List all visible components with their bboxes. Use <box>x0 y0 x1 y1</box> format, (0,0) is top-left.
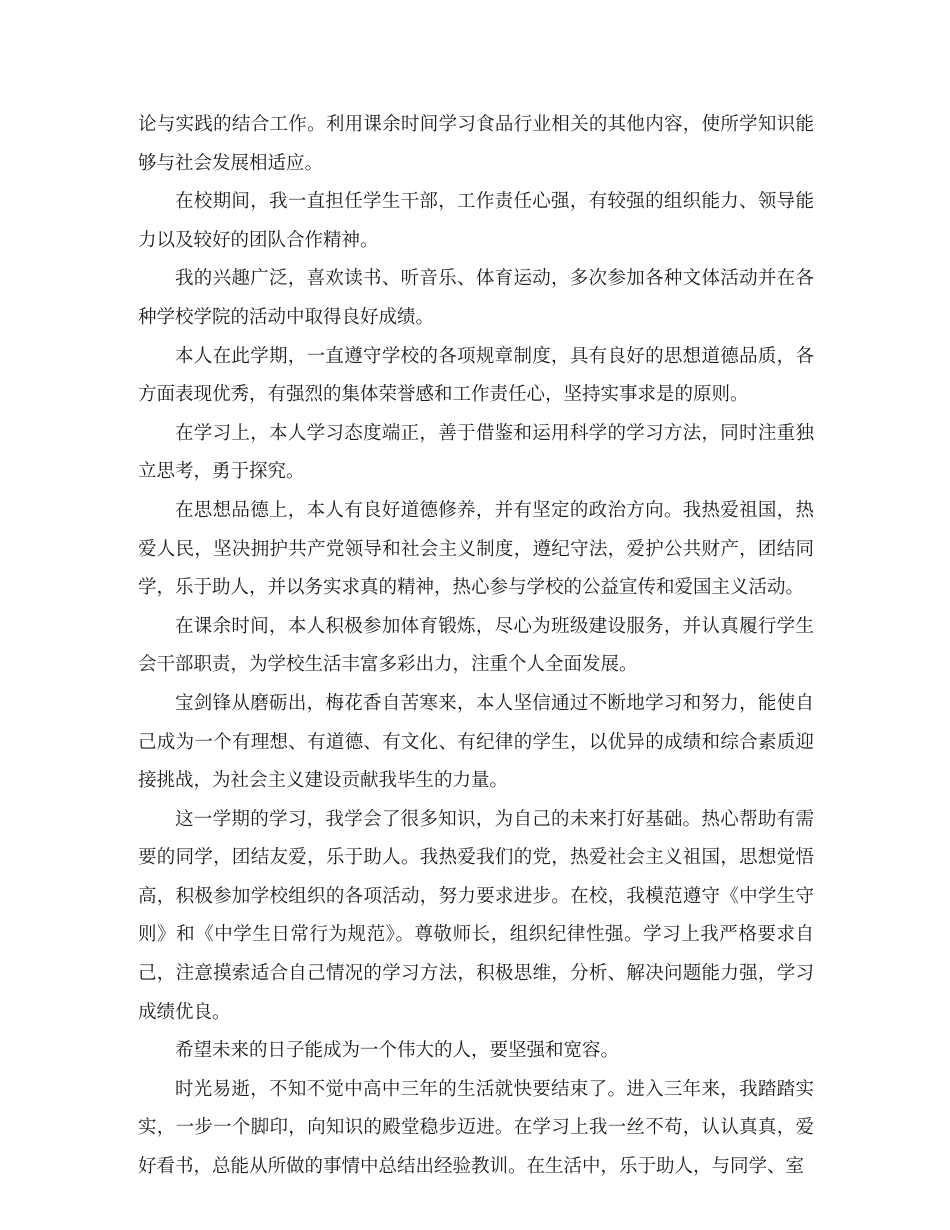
paragraph-1: 论与实践的结合工作。利用课余时间学习食品行业相关的其他内容，使所学知识能够与社会发展相适应。 <box>138 114 814 174</box>
paragraph-7: 在课余时间，本人积极参加体育锻炼，尽心为班级建设服务，并认真履行学生会干部职责，为学校生活丰富多彩出力，注重个人全面发展。 <box>138 615 814 676</box>
paragraph-4: 本人在此学期，一直遵守学校的各项规章制度，具有良好的思想道德品质，各方面表现优秀，有强烈的集体荣誉感和工作责任心，坚持实事求是的原则。 <box>138 345 814 406</box>
paragraph-10: 希望未来的日子能成为一个伟大的人，要坚强和宽容。 <box>175 1040 620 1062</box>
paragraph-8: 宝剑锋从磨砺出，梅花香自苦寒来，本人坚信通过不断地学习和努力，能使自己成为一个有理想、有道德、有文化、有纪律的学生，以优异的成绩和综合素质迎接挑战，为社会主义建设贡献我毕生的力量。 <box>138 692 814 792</box>
document-body <box>138 106 814 1187</box>
paragraph-5: 在学习上，本人学习态度端正，善于借鉴和运用科学的学习方法，同时注重独立思考，勇于探究。 <box>138 422 814 483</box>
paragraph-3: 我的兴趣广泛，喜欢读书、听音乐、体育运动，多次参加各种文体活动并在各种学校学院的活动中取得良好成绩。 <box>138 268 814 328</box>
paragraph-2: 在校期间，我一直担任学生干部，工作责任心强，有较强的组织能力、领导能力以及较好的团队合作精神。 <box>138 191 814 251</box>
paragraph-9: 这一学期的学习，我学会了很多知识，为自己的未来打好基础。热心帮助有需要的同学，团结友爱，乐于助人。我热爱我们的党，热爱社会主义祖国，思想觉悟高，积极参加学校组织的各项活动，努力要求进步。在校，我模范遵守《中学生守则》和《中学生日常行为规范》。尊敬师长，组织纪律性强。学习上我严格要求自己，注意摸索适合自己情况的学习方法，积极思维，分析、解决问题能力强，学习成绩优良。 <box>138 808 814 1023</box>
paragraph-6: 在思想品德上，本人有良好道德修养，并有坚定的政治方向。我热爱祖国，热爱人民，坚决拥护共产党领导和社会主义制度，遵纪守法，爱护公共财产，团结同学，乐于助人，并以务实求真的精神，热心参与学校的公益宣传和爱国主义活动。 <box>138 499 814 599</box>
paragraph-11: 时光易逝，不知不觉中高中三年的生活就快要结束了。进入三年来，我踏踏实实，一步一个脚印，向知识的殿堂稳步迈进。在学习上我一丝不苟，认认真真，爱好看书，总能从所做的事情中总结出经验教训。在生活中，乐于助人，与同学、室 <box>138 1078 814 1178</box>
